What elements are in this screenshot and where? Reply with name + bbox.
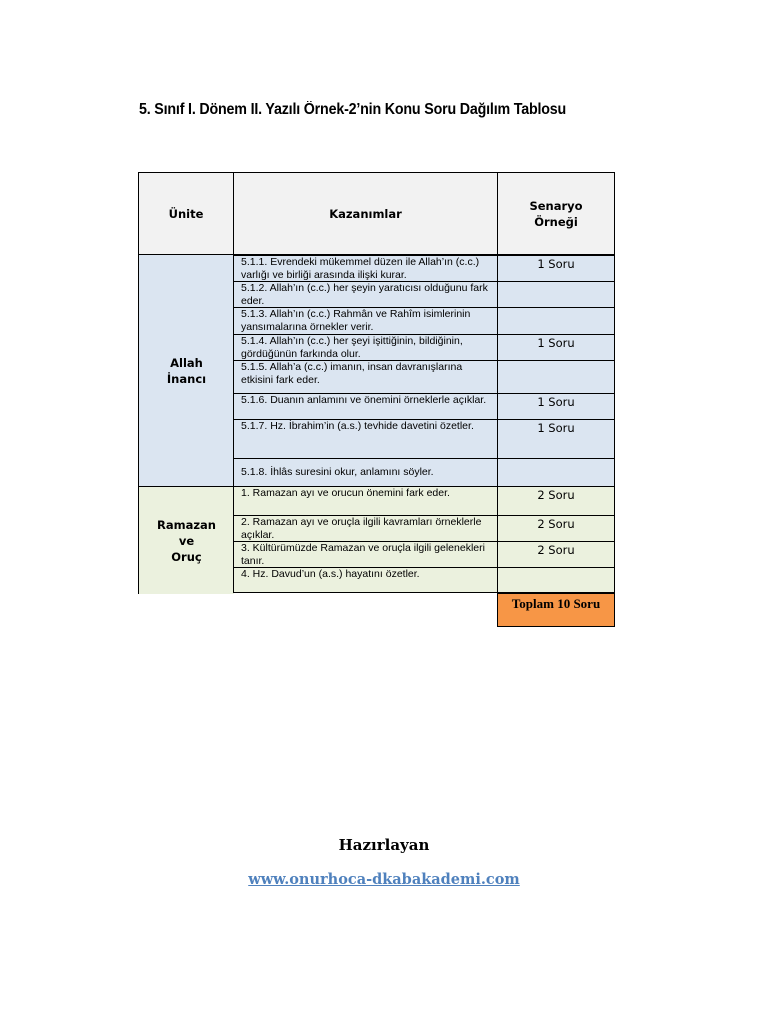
kazanim-cell: 2. Ramazan ayı ve oruçla ilgili kavramları örneklerle açıklar. (233, 515, 498, 542)
prepared-by-label: Hazırlayan (338, 836, 430, 854)
kazanim-cell: 5.1.3. Allah’ın (c.c.) Rahmân ve Rahîm isimlerinin yansımalarına örnekler verir. (233, 307, 498, 335)
soru-cell (497, 360, 615, 394)
unit-label-line: Ramazan (157, 517, 216, 532)
header-senaryo (497, 172, 615, 255)
soru-cell: 2 Soru (497, 486, 615, 516)
soru-cell (497, 458, 615, 487)
unit-label-line: Allah (170, 355, 203, 370)
soru-cell (497, 281, 615, 308)
header-senaryo-line1: Senaryo (529, 198, 583, 213)
soru-cell: 2 Soru (497, 541, 615, 568)
kazanim-cell: 5.1.5. Allah’a (c.c.) imanın, insan davranışlarına etkisini fark eder. (233, 360, 498, 394)
header-kazanimlar: Kazanımlar (233, 172, 498, 255)
soru-cell (497, 567, 615, 593)
soru-cell: 2 Soru (497, 515, 615, 542)
soru-cell (497, 307, 615, 335)
soru-cell: 1 Soru (497, 393, 615, 420)
unit-allah-inanci (138, 255, 234, 487)
website-link[interactable]: www.onurhoca-dkabakademi.com (248, 871, 520, 888)
unit-ramazan-ve-oruc (138, 487, 234, 594)
kazanim-cell: 5.1.7. Hz. İbrahim’in (a.s.) tevhide davetini özetler. (233, 419, 498, 459)
soru-cell: 1 Soru (497, 419, 615, 459)
page-title: 5. Sınıf I. Dönem II. Yazılı Örnek-2’nin Konu Soru Dağılım Tablosu (139, 101, 567, 118)
soru-cell: 1 Soru (497, 334, 615, 361)
soru-cell: 1 Soru (497, 255, 615, 282)
unit-label-line: İnancı (166, 371, 207, 386)
header-unite: Ünite (138, 172, 234, 255)
unit-label-line: Oruç (171, 549, 202, 564)
kazanim-cell: 5.1.4. Allah’ın (c.c.) her şeyi işittiğinin, bildiğinin, gördüğünün farkında olur. (233, 334, 498, 361)
header-senaryo-line2: Örneği (534, 214, 578, 229)
kazanim-cell: 1. Ramazan ayı ve orucun önemini fark eder. (233, 486, 498, 516)
unit-label-line: ve (178, 533, 195, 548)
total-cell: Toplam 10 Soru (497, 593, 615, 627)
kazanim-cell: 5.1.6. Duanın anlamını ve önemini örneklerle açıklar. (233, 393, 498, 420)
kazanim-cell: 5.1.8. İhlâs suresini okur, anlamını söyler. (233, 458, 498, 487)
kazanim-cell: 5.1.1. Evrendeki mükemmel düzen ile Allah’ın (c.c.) varlığı ve birliği arasında ilişki kurar. (233, 255, 498, 282)
kazanim-cell: 5.1.2. Allah’ın (c.c.) her şeyin yaratıcısı olduğunu fark eder. (233, 281, 498, 308)
kazanim-cell: 4. Hz. Davud’un (a.s.) hayatını özetler. (233, 567, 498, 593)
kazanim-cell: 3. Kültürümüzde Ramazan ve oruçla ilgili gelenekleri tanır. (233, 541, 498, 568)
